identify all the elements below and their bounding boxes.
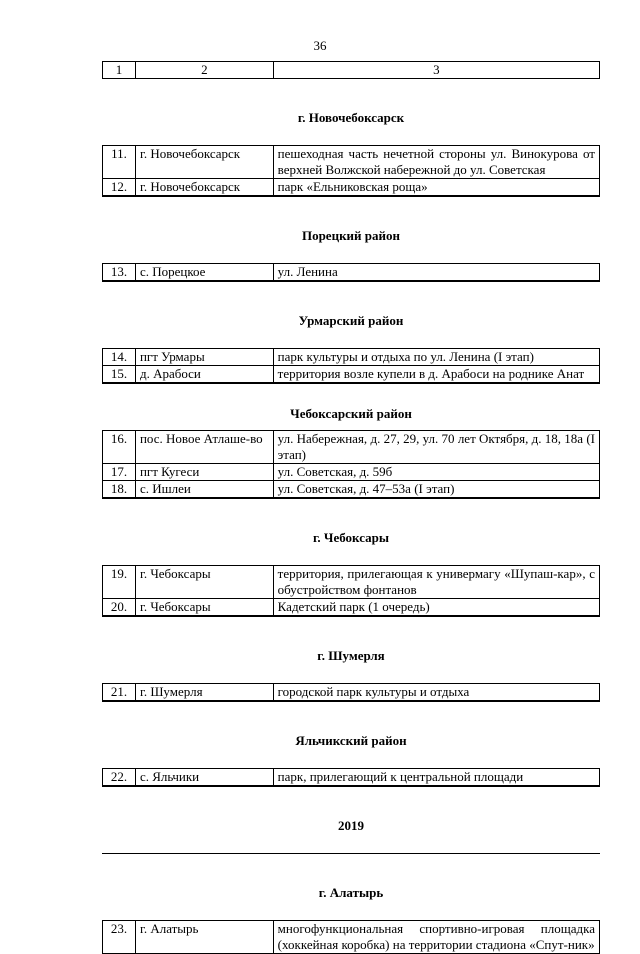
table-row: [102, 348, 600, 366]
row-place: с. Ишлеи: [136, 481, 274, 497]
row-number: 14.: [103, 349, 136, 365]
section-title: г. Чебоксары: [312, 530, 390, 545]
table-row: [102, 145, 600, 179]
row-object: ул. Советская, д. 47–53а (I этап): [274, 481, 600, 497]
row-number: 18.: [103, 481, 136, 497]
section-heading-block: [102, 853, 600, 920]
row-number: 23.: [103, 921, 136, 953]
row-object: ул. Ленина: [274, 264, 600, 280]
table-row: [102, 599, 600, 616]
table-row: [102, 481, 600, 498]
row-object: парк, прилегающий к центральной площади: [274, 769, 600, 785]
page-number: 36: [313, 38, 327, 53]
section-title: Порецкий район: [301, 228, 401, 243]
row-place: г. Чебоксары: [136, 566, 274, 598]
row-place: пгт Кугеси: [136, 464, 274, 480]
row-place: д. Арабоси: [136, 366, 274, 382]
document-table: [102, 61, 600, 954]
row-place: г. Алатырь: [136, 921, 274, 953]
row-place: с. Порецкое: [136, 264, 274, 280]
row-object: ул. Советская, д. 59б: [274, 464, 600, 480]
section-title: г. Шумерля: [317, 648, 385, 663]
row-place: пгт Урмары: [136, 349, 274, 365]
section-heading-block: [102, 498, 600, 565]
row-number: 12.: [103, 179, 136, 195]
row-number: 19.: [103, 566, 136, 598]
section-heading-block: [102, 196, 600, 263]
table-row: [102, 179, 600, 196]
row-number: 17.: [103, 464, 136, 480]
table-row: [102, 768, 600, 786]
row-number: 11.: [103, 146, 136, 178]
row-number: 15.: [103, 366, 136, 382]
section-title: Яльчикский район: [295, 733, 407, 748]
section-heading-block: [102, 383, 600, 430]
table-row: [102, 430, 600, 464]
section-title: 2019: [338, 818, 364, 833]
section-heading-block: [102, 616, 600, 683]
table-row: [102, 263, 600, 281]
row-object: городской парк культуры и отдыха: [274, 684, 600, 700]
header-col-1: 1: [103, 62, 136, 78]
row-number: 22.: [103, 769, 136, 785]
row-object: многофункциональная спортивно-игровая площадка (хоккейная коробка) на территории стадиона «Спут-ник»: [274, 921, 600, 953]
header-col-2: 2: [136, 62, 274, 78]
row-number: 13.: [103, 264, 136, 280]
row-object: пешеходная часть нечетной стороны ул. Винокурова от верхней Волжской набережной до ул. Советская: [274, 146, 600, 178]
row-place: г. Шумерля: [136, 684, 274, 700]
row-number: 21.: [103, 684, 136, 700]
row-object: Кадетский парк (1 очередь): [274, 599, 600, 615]
section-title: г. Новочебоксарск: [297, 110, 405, 125]
row-object: территория, прилегающая к универмагу «Шупаш-кар», с обустройством фонтанов: [274, 566, 600, 598]
table-header-row: [102, 61, 600, 79]
table-row: [102, 565, 600, 599]
section-heading-block: [102, 281, 600, 348]
row-object: парк культуры и отдыха по ул. Ленина (I этап): [274, 349, 600, 365]
row-place: г. Новочебоксарск: [136, 146, 274, 178]
section-heading-block: [102, 79, 600, 145]
table-row: [102, 920, 600, 954]
table-row: [102, 683, 600, 701]
table-row: [102, 464, 600, 481]
row-object: территория возле купели в д. Арабоси на роднике Анат: [274, 366, 600, 382]
section-title: г. Алатырь: [318, 885, 384, 900]
table-sections: [102, 79, 600, 954]
section-title: Чебоксарский район: [290, 406, 412, 421]
row-place: г. Новочебоксарск: [136, 179, 274, 195]
row-number: 16.: [103, 431, 136, 463]
section-title: Урмарский район: [298, 313, 404, 328]
header-col-3: 3: [274, 62, 600, 78]
row-place: г. Чебоксары: [136, 599, 274, 615]
table-row: [102, 366, 600, 383]
row-number: 20.: [103, 599, 136, 615]
section-heading-block: [102, 786, 600, 853]
row-object: ул. Набережная, д. 27, 29, ул. 70 лет Октября, д. 18, 18а (I этап): [274, 431, 600, 463]
row-object: парк «Ельниковская роща»: [274, 179, 600, 195]
row-place: с. Яльчики: [136, 769, 274, 785]
row-place: пос. Новое Атлаше-во: [136, 431, 274, 463]
section-heading-block: [102, 701, 600, 768]
